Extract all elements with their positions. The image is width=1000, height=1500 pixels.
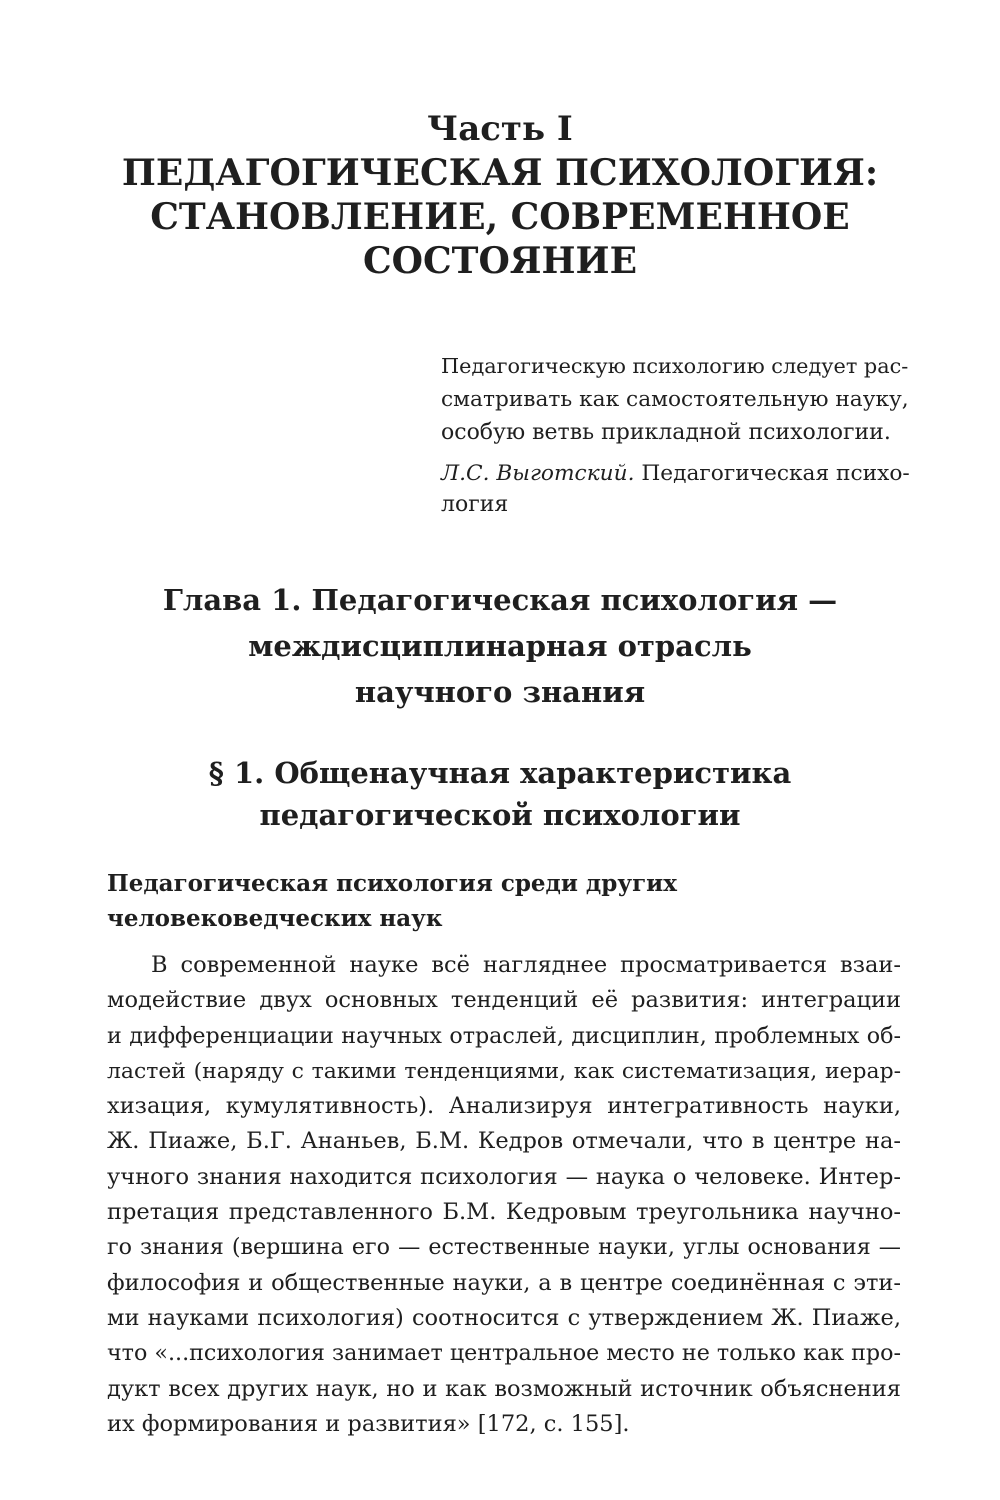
epigraph-work-title: Педагогическая психо- (634, 461, 910, 486)
paragraph-line: их формирования и развития» [172, с. 155]. (107, 1410, 630, 1437)
epigraph-quote-line: сматривать как самостоятельную науку, (441, 387, 909, 412)
part-title-line: ПЕДАГОГИЧЕСКАЯ ПСИХОЛОГИЯ: (121, 152, 879, 194)
paragraph-line: Ж. Пиаже, Б.Г. Ананьев, Б.М. Кедров отмечали, что в центре на- (107, 1128, 901, 1155)
chapter-title-line: Глава 1. Педагогическая психология — (162, 583, 838, 617)
paragraph-line: хизация, кумулятивность). Анализируя интегративность науки, (107, 1093, 901, 1120)
part-title-line: СОСТОЯНИЕ (362, 240, 638, 282)
paragraph-line: и дифференциации научных отраслей, дисциплин, проблемных об- (107, 1022, 901, 1049)
paragraph-line: модействие двух основных тенденций её развития: интеграции (107, 987, 901, 1014)
paragraph-line: претация представленного Б.М. Кедровым треугольника научно- (107, 1199, 901, 1226)
chapter-heading (80, 577, 920, 715)
epigraph (441, 350, 911, 520)
part-title-line: СТАНОВЛЕНИЕ, СОВРЕМЕННОЕ (150, 196, 850, 238)
chapter-title-line: научного знания (354, 675, 646, 709)
paragraph-line: ми науками психология) соотносится с утверждением Ж. Пиаже, (107, 1304, 901, 1331)
epigraph-source-line: логия (441, 492, 509, 517)
epigraph-author: Л.С. Выготский. (441, 461, 635, 486)
section-title-line: педагогической психологии (259, 798, 741, 832)
section-heading (80, 752, 920, 836)
epigraph-source (441, 458, 911, 520)
epigraph-source-line (441, 458, 911, 489)
paragraph-line: дукт всех других наук, но и как возможный источник объяснения (107, 1375, 901, 1402)
paragraph-line: ластей (наряду с такими тенденциями, как систематизация, иерар- (107, 1058, 901, 1084)
section-title-line: § 1. Общенаучная характеристика (208, 756, 792, 790)
paragraph-line: учного знания находится психология — наука о человеке. Интер- (107, 1163, 901, 1190)
paragraph-line: го знания (вершина его — естественные науки, углы основания — (107, 1234, 901, 1261)
paragraph-line: В современной науке всё нагляднее просматривается взаи- (151, 952, 901, 978)
paragraph-line: что «...психология занимает центральное место не только как про- (107, 1340, 901, 1367)
subsection-heading (107, 866, 907, 936)
epigraph-quote-line: Педагогическую психологию следует рас- (441, 354, 909, 378)
body-paragraph (107, 948, 901, 1442)
subsection-title-line: человековедческих наук (107, 905, 443, 932)
epigraph-quote (441, 350, 911, 449)
part-heading (100, 107, 900, 283)
chapter-title-line: междисциплинарная отрасль (248, 629, 752, 663)
epigraph-quote-line: особую ветвь прикладной психологии. (441, 420, 891, 445)
subsection-title-line: Педагогическая психология среди других (107, 870, 677, 897)
paragraph-line: философия и общественные науки, а в центре соединённая с эти- (107, 1269, 901, 1296)
part-label: Часть I (427, 109, 573, 149)
